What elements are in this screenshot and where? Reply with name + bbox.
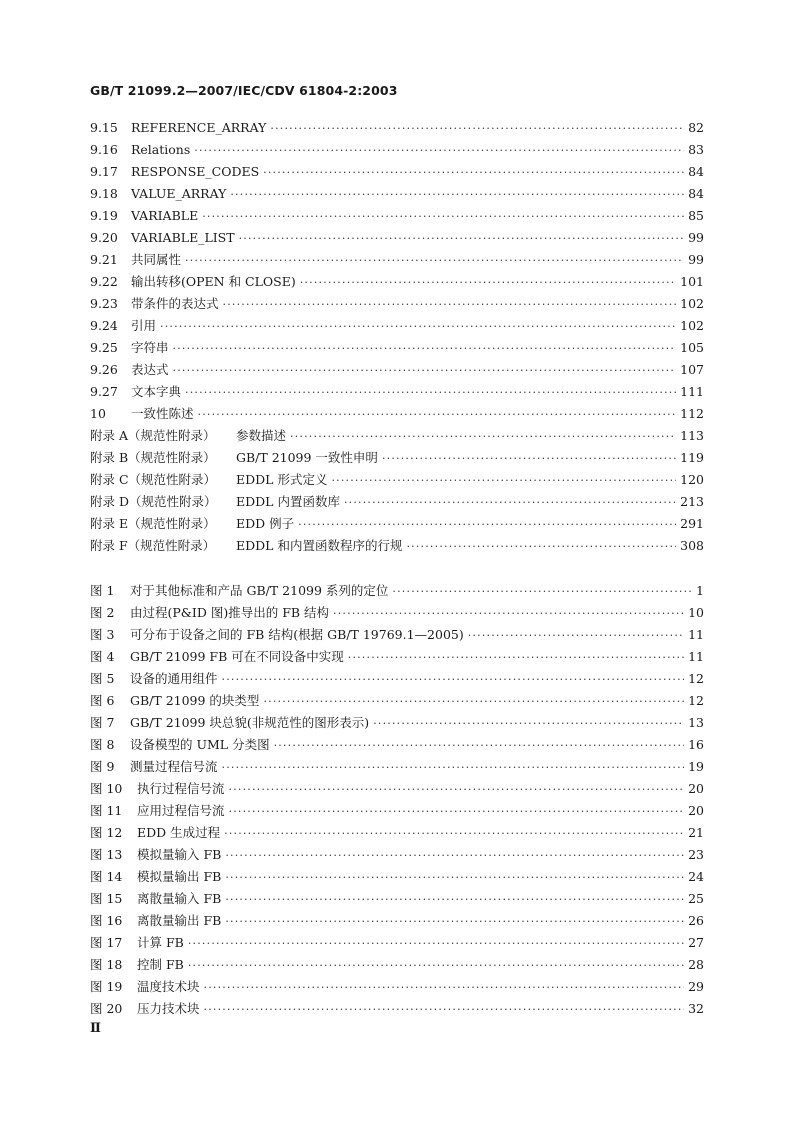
dot-leader [298,516,676,534]
toc-entry [90,295,704,313]
dot-leader [225,847,684,865]
entry-title: EDD 例子 [236,516,295,531]
entry-page: 12 [688,693,704,708]
entry-page: 13 [688,715,704,730]
entry-page: 23 [688,847,704,862]
document-header: GB/T 21099.2—2007/IEC/CDV 61804-2:2003 [90,83,398,98]
entry-title: 模拟量输入 FB [137,847,222,862]
entry-page: 20 [688,803,704,818]
dot-leader [202,208,684,226]
entry-number: 图 3 [90,627,115,642]
dot-leader [348,649,684,667]
entry-page: 1 [696,583,704,598]
entry-number: 图 15 [90,891,123,906]
figure-entry [90,626,704,644]
dot-leader [406,538,676,556]
dot-leader [229,781,685,799]
entry-title: GB/T 21099 一致性申明 [236,450,378,465]
entry-page: 102 [680,296,704,311]
entry-number: 9.18 [90,186,118,201]
entry-number: 图 7 [90,715,115,730]
dot-leader [333,605,684,623]
toc-entry [90,229,704,247]
dot-leader [300,274,676,292]
entry-page: 105 [680,340,704,355]
entry-page: 102 [680,318,704,333]
dot-leader [188,935,684,953]
toc-entry [90,273,704,291]
entry-title: 共同属性 [131,252,182,267]
toc-entry [90,361,704,379]
entry-title: 字符串 [131,340,169,355]
entry-page: 16 [688,737,704,752]
toc-entry [90,427,704,445]
entry-title: 控制 FB [137,957,184,972]
entry-title: VALUE_ARRAY [131,186,227,201]
dot-leader [225,891,684,909]
dot-leader [331,472,676,490]
toc-entry [90,207,704,225]
entry-number: 图 14 [90,869,123,884]
figure-entry [90,846,704,864]
page-number: Ⅱ [90,1021,101,1036]
entry-number: 图 20 [90,1001,123,1016]
toc-entry [90,405,704,423]
entry-number: 9.19 [90,208,118,223]
entry-number: 9.15 [90,120,118,135]
entry-number: 9.25 [90,340,118,355]
toc-entry [90,251,704,269]
figure-entry [90,956,704,974]
entry-number: 图 10 [90,781,123,796]
entry-title: 执行过程信号流 [137,781,225,796]
toc-entry [90,339,704,357]
entry-number: 图 4 [90,649,115,664]
entry-number: 9.16 [90,142,118,157]
toc-entry [90,383,704,401]
toc-entry [90,141,704,159]
toc-entry [90,163,704,181]
entry-title: VARIABLE_LIST [131,230,235,245]
entry-title: 模拟量输出 FB [137,869,222,884]
entry-number: 附录 E（规范性附录） [90,516,216,531]
dot-leader [224,825,684,843]
dot-leader [239,230,685,248]
entry-number: 9.22 [90,274,118,289]
dot-leader [230,186,684,204]
entry-number: 图 13 [90,847,123,862]
entry-number: 附录 A（规范性附录） [90,428,216,443]
entry-page: 213 [680,494,704,509]
dot-leader [225,869,684,887]
dot-leader [373,715,684,733]
dot-leader [204,979,685,997]
dot-leader [225,913,684,931]
figure-entry [90,582,704,600]
entry-number: 9.23 [90,296,118,311]
dot-leader [222,759,685,777]
entry-title: GB/T 21099 的块类型 [130,693,260,708]
entry-title: 文本字典 [131,384,182,399]
toc-entry [90,317,704,335]
entry-page: 20 [688,781,704,796]
dot-leader [188,957,684,975]
entry-page: 12 [688,671,704,686]
dot-leader [194,142,684,160]
entry-title: 温度技术块 [137,979,200,994]
dot-leader [198,406,677,424]
dot-leader [229,803,685,821]
figure-entry [90,890,704,908]
entry-page: 99 [688,252,704,267]
toc-entry [90,449,704,467]
entry-page: 84 [688,186,704,201]
entry-page: 120 [680,472,704,487]
entry-number: 9.24 [90,318,118,333]
dot-leader [185,384,676,402]
entry-page: 28 [688,957,704,972]
entry-page: 101 [680,274,704,289]
figure-entry [90,758,704,776]
entry-number: 图 19 [90,979,123,994]
entry-page: 29 [688,979,704,994]
dot-leader [392,583,692,601]
entry-page: 21 [688,825,704,840]
figure-entry [90,1000,704,1018]
entry-page: 308 [680,538,704,553]
entry-number: 9.27 [90,384,118,399]
entry-number: 图 1 [90,583,115,598]
entry-page: 10 [688,605,704,620]
entry-number: 9.17 [90,164,118,179]
dot-leader [290,428,676,446]
figure-entry [90,670,704,688]
entry-title: 离散量输出 FB [137,913,222,928]
entry-page: 111 [680,384,704,399]
figure-entry [90,714,704,732]
toc-entry [90,471,704,489]
entry-page: 26 [688,913,704,928]
entry-title: 离散量输入 FB [137,891,222,906]
entry-title: 设备模型的 UML 分类图 [130,737,270,752]
figure-entry [90,648,704,666]
entry-page: 25 [688,891,704,906]
entry-number: 图 5 [90,671,115,686]
figure-entry [90,912,704,930]
figure-entry [90,780,704,798]
entry-page: 24 [688,869,704,884]
entry-page: 32 [688,1001,704,1016]
entry-title: 设备的通用组件 [130,671,218,686]
entry-number: 图 17 [90,935,123,950]
entry-title: 测量过程信号流 [130,759,218,774]
figure-entry [90,934,704,952]
entry-page: 107 [680,362,704,377]
entry-page: 11 [688,649,704,664]
dot-leader [204,1001,685,1019]
entry-number: 图 6 [90,693,115,708]
toc-entry [90,185,704,203]
entry-number: 附录 C（规范性附录） [90,472,217,487]
entry-page: 11 [688,627,704,642]
toc-entry [90,493,704,511]
entry-number: 图 2 [90,605,115,620]
dot-leader [344,494,676,512]
entry-page: 113 [680,428,704,443]
entry-title: 参数描述 [236,428,287,443]
figure-entry [90,692,704,710]
dot-leader [270,120,684,138]
entry-number: 10 [90,406,106,421]
entry-number: 9.21 [90,252,118,267]
dot-leader [223,296,677,314]
entry-title: 引用 [131,318,157,333]
figure-entry [90,736,704,754]
dot-leader [173,340,677,358]
entry-page: 99 [688,230,704,245]
entry-page: 85 [688,208,704,223]
entry-page: 119 [680,450,704,465]
toc-entry [90,515,704,533]
entry-title: RESPONSE_CODES [131,164,260,179]
dot-leader [160,318,676,336]
entry-page: 83 [688,142,704,157]
entry-number: 9.26 [90,362,118,377]
entry-page: 112 [680,406,704,421]
entry-number: 图 8 [90,737,115,752]
figure-entry [90,824,704,842]
toc-entry [90,119,704,137]
entry-title: 压力技术块 [137,1001,200,1016]
entry-page: 82 [688,120,704,135]
entry-title: 可分布于设备之间的 FB 结构(根据 GB/T 19769.1—2005) [130,627,464,642]
figure-entry [90,868,704,886]
dot-leader [382,450,676,468]
dot-leader [185,252,684,270]
entry-number: 图 11 [90,803,123,818]
dot-leader [173,362,677,380]
entry-page: 27 [688,935,704,950]
entry-number: 图 16 [90,913,123,928]
entry-page: 84 [688,164,704,179]
dot-leader [263,693,684,711]
entry-title: VARIABLE [131,208,199,223]
entry-number: 图 9 [90,759,115,774]
figure-entry [90,604,704,622]
dot-leader [222,671,685,689]
entry-title: 由过程(P&ID 图)推导出的 FB 结构 [130,605,330,620]
entry-title: EDDL 和内置函数程序的行规 [236,538,403,553]
entry-number: 附录 B（规范性附录） [90,450,216,465]
dot-leader [263,164,684,182]
figure-entry [90,802,704,820]
figure-entry [90,978,704,996]
dot-leader [274,737,685,755]
entry-title: 应用过程信号流 [137,803,225,818]
entry-number: 图 12 [90,825,123,840]
entry-number: 图 18 [90,957,123,972]
entry-number: 附录 D（规范性附录） [90,494,217,509]
entry-title: EDDL 形式定义 [236,472,328,487]
entry-title: EDD 生成过程 [137,825,221,840]
entry-page: 291 [680,516,704,531]
toc-entry [90,537,704,555]
dot-leader [468,627,684,645]
entry-title: 带条件的表达式 [131,296,219,311]
entry-title: 表达式 [131,362,169,377]
entry-number: 附录 F（规范性附录） [90,538,216,553]
entry-number: 9.20 [90,230,118,245]
entry-title: GB/T 21099 块总貌(非规范性的图形表示) [130,715,370,730]
entry-title: EDDL 内置函数库 [236,494,340,509]
entry-title: Relations [131,142,191,157]
entry-title: 对于其他标准和产品 GB/T 21099 系列的定位 [130,583,389,598]
entry-page: 19 [688,759,704,774]
entry-title: REFERENCE_ARRAY [131,120,267,135]
entry-title: GB/T 21099 FB 可在不同设备中实现 [130,649,344,664]
entry-title: 计算 FB [137,935,184,950]
entry-title: 输出转移(OPEN 和 CLOSE) [131,274,296,289]
entry-title: 一致性陈述 [131,406,194,421]
